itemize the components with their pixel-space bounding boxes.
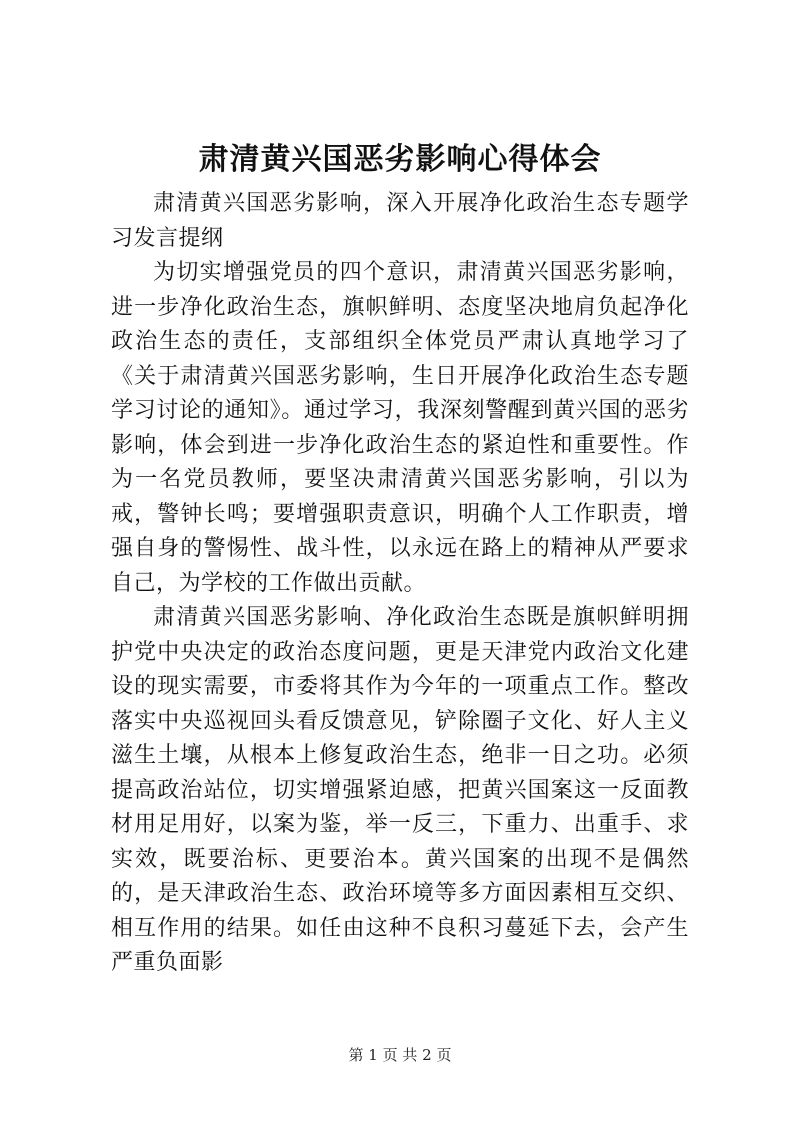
document-body bbox=[111, 187, 689, 981]
paragraph-intro: 肃清黄兴国恶劣影响，深入开展净化政治生态专题学习发言提纲 bbox=[111, 191, 689, 251]
paragraph-1: 为切实增强党员的四个意识，肃清黄兴国恶劣影响，进一步净化政治生态，旗帜鲜明、态度坚决地肩负起净化政治生态的责任，支部组织全体党员严肃认真地学习了《关于肃清黄兴国恶劣影响，生日开展净化政治生态专题学习讨论的通知》。通过学习，我深刻警醒到黄兴国的恶劣影响，体会到进一步净化政治生态的紧迫性和重要性。作为一名党员教师，要坚决肃清黄兴国恶劣影响，引以为戒，警钟长鸣；要增强职责意识，明确个人工作职责，增强自身的警惕性、战斗性，以永远在路上的精神从严要求自己，为学校的工作做出贡献。 bbox=[111, 260, 689, 596]
page-number-footer: 第 1 页 共 2 页 bbox=[348, 1046, 452, 1064]
paragraph-2: 肃清黄兴国恶劣影响、净化政治生态既是旗帜鲜明拥护党中央决定的政治态度问题，更是天津党内政治文化建设的现实需要，市委将其作为今年的一项重点工作。整改落实中央巡视回头看反馈意见，铲除圈子文化、好人主义滋生土壤，从根本上修复政治生态，绝非一日之功。必须提高政治站位，切实增强紧迫感，把黄兴国案这一反面教材用足用好，以案为鉴，举一反三，下重力、出重手、求实效，既要治标、更要治本。黄兴国案的出现不是偶然的，是天津政治生态、政治环境等多方面因素相互交织、相互作用的结果。如任由这种不良积习蔓延下去，会产生严重负面影 bbox=[111, 605, 689, 975]
document-title: 肃清黄兴国恶劣影响心得体会 bbox=[198, 142, 602, 177]
